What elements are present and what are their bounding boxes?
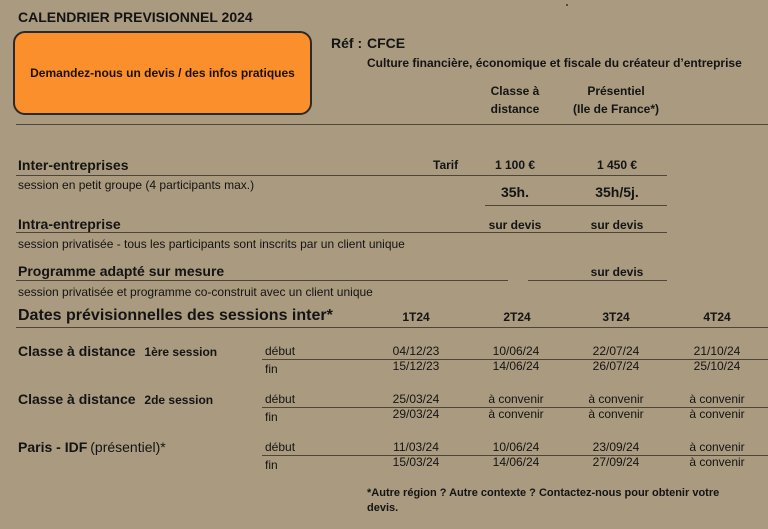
session-row-3-fin-q3: 27/09/24 xyxy=(592,455,640,469)
session-row-2-fin-q4: à convenir xyxy=(689,407,745,421)
decorative-dot xyxy=(566,4,568,6)
intra-subtitle: session privatisée - tous les participants sont inscrits par un client unique xyxy=(18,237,405,251)
session-row-1-title: Classe à distance xyxy=(18,343,136,359)
session-row-1-debut-q3: 22/07/24 xyxy=(592,344,640,358)
column-header-distance-line1: Classe à xyxy=(490,84,540,98)
mesure-divider-left xyxy=(16,280,508,281)
session-row-2-fin-q2: à convenir xyxy=(488,407,544,421)
column-header-presentiel xyxy=(556,82,676,118)
header-divider xyxy=(16,124,768,125)
session-row-2-fin-q3: à convenir xyxy=(588,407,644,421)
session-row-2-debut-q4: à convenir xyxy=(689,392,745,406)
page-title: CALENDRIER PREVISIONNEL 2024 xyxy=(18,9,253,25)
mesure-divider-right xyxy=(528,280,667,281)
session-row-1-debut-q4: 21/10/24 xyxy=(693,344,741,358)
inter-subtitle: session en petit groupe (4 participants max.) xyxy=(18,178,255,192)
price-distance: 1 100 € xyxy=(494,158,536,172)
duration-distance: 35h. xyxy=(500,184,529,200)
tarif-label: Tarif xyxy=(433,158,459,172)
duration-presentiel: 35h/5j. xyxy=(595,184,639,200)
footnote xyxy=(367,486,719,516)
quote-request-label: Demandez-nous un devis / des infos pratiques xyxy=(30,66,295,80)
price-presentiel: 1 450 € xyxy=(596,158,638,172)
session-row-1-fin-q3: 26/07/24 xyxy=(592,359,640,373)
mesure-title: Programme adapté sur mesure xyxy=(18,263,225,279)
session-row-3-debut-q3: 23/09/24 xyxy=(592,440,640,454)
session-row-1-label xyxy=(18,343,217,361)
ref-code: CFCE xyxy=(367,35,406,51)
footnote-line1: *Autre région ? Autre contexte ? Contactez-nous pour obtenir votre xyxy=(367,487,720,499)
session-row-3-fin-q2: 14/06/24 xyxy=(492,455,540,469)
column-header-distance xyxy=(465,82,565,118)
session-row-3-fin-q1: 15/03/24 xyxy=(392,455,440,469)
session-row-1-fin-q1: 15/12/23 xyxy=(392,359,440,373)
quarter-1-header: 1T24 xyxy=(402,310,430,324)
session-row-3-debut-q1: 11/03/24 xyxy=(393,440,439,454)
session-row-3-debut-q4: à convenir xyxy=(689,440,745,454)
session-row-2-debut-q3: à convenir xyxy=(588,392,644,406)
intra-price-presentiel: sur devis xyxy=(590,218,644,232)
dates-header-divider xyxy=(16,327,768,328)
quarter-3-header: 3T24 xyxy=(602,310,630,324)
session-row-2-title: Classe à distance xyxy=(18,391,136,407)
session-row-1-sublabel: 1ère session xyxy=(144,345,218,359)
mesure-price-presentiel: sur devis xyxy=(590,265,644,279)
column-header-presentiel-line2: (Ile de France*) xyxy=(572,102,660,116)
session-row-3-title: Paris - IDF xyxy=(18,439,88,455)
session-row-3-debut-label: début xyxy=(265,440,296,454)
intra-title: Intra-entreprise xyxy=(18,216,121,232)
inter-title: Inter-entreprises xyxy=(18,157,129,173)
footnote-line2: devis. xyxy=(367,502,399,514)
session-row-1-fin-q4: 25/10/24 xyxy=(693,359,741,373)
session-row-3-debut-q2: 10/06/24 xyxy=(492,440,540,454)
quarter-4-header: 4T24 xyxy=(703,310,731,324)
column-header-distance-line2: distance xyxy=(490,102,540,116)
session-row-1-debut-q1: 04/12/23 xyxy=(392,344,440,358)
mesure-subtitle: session privatisée et programme co-construit avec un client unique xyxy=(18,285,373,299)
intra-divider xyxy=(16,232,667,233)
session-row-1-debut-label: début xyxy=(265,344,296,358)
session-row-2-debut-q2: à convenir xyxy=(488,392,544,406)
session-row-1-fin-q2: 14/06/24 xyxy=(492,359,540,373)
session-row-2-debut-label: début xyxy=(265,392,296,406)
quarter-2-header: 2T24 xyxy=(503,310,531,324)
session-row-2-fin-label: fin xyxy=(265,410,278,424)
dates-title: Dates prévisionnelles des sessions inter* xyxy=(18,307,333,324)
session-row-1-fin-label: fin xyxy=(265,362,278,376)
session-row-3-sublabel: (présentiel)* xyxy=(90,439,166,455)
ref-label: Réf : xyxy=(331,35,363,51)
course-name: Culture financière, économique et fiscale du créateur d’entreprise xyxy=(367,56,742,70)
duration-divider xyxy=(485,205,667,206)
inter-divider xyxy=(16,175,667,176)
session-row-2-debut-q1: 25/03/24 xyxy=(392,392,440,406)
session-row-3-fin-q4: à convenir xyxy=(689,455,745,469)
session-row-2-sublabel: 2de session xyxy=(144,393,214,407)
session-row-1-debut-q2: 10/06/24 xyxy=(492,344,540,358)
session-row-2-fin-q1: 29/03/24 xyxy=(392,407,440,421)
session-row-3-fin-label: fin xyxy=(265,458,278,472)
quote-request-button[interactable] xyxy=(13,31,312,115)
column-header-presentiel-line1: Présentiel xyxy=(587,84,645,98)
intra-price-distance: sur devis xyxy=(488,218,542,232)
session-row-2-label xyxy=(18,391,213,409)
session-row-3-label xyxy=(18,439,166,457)
